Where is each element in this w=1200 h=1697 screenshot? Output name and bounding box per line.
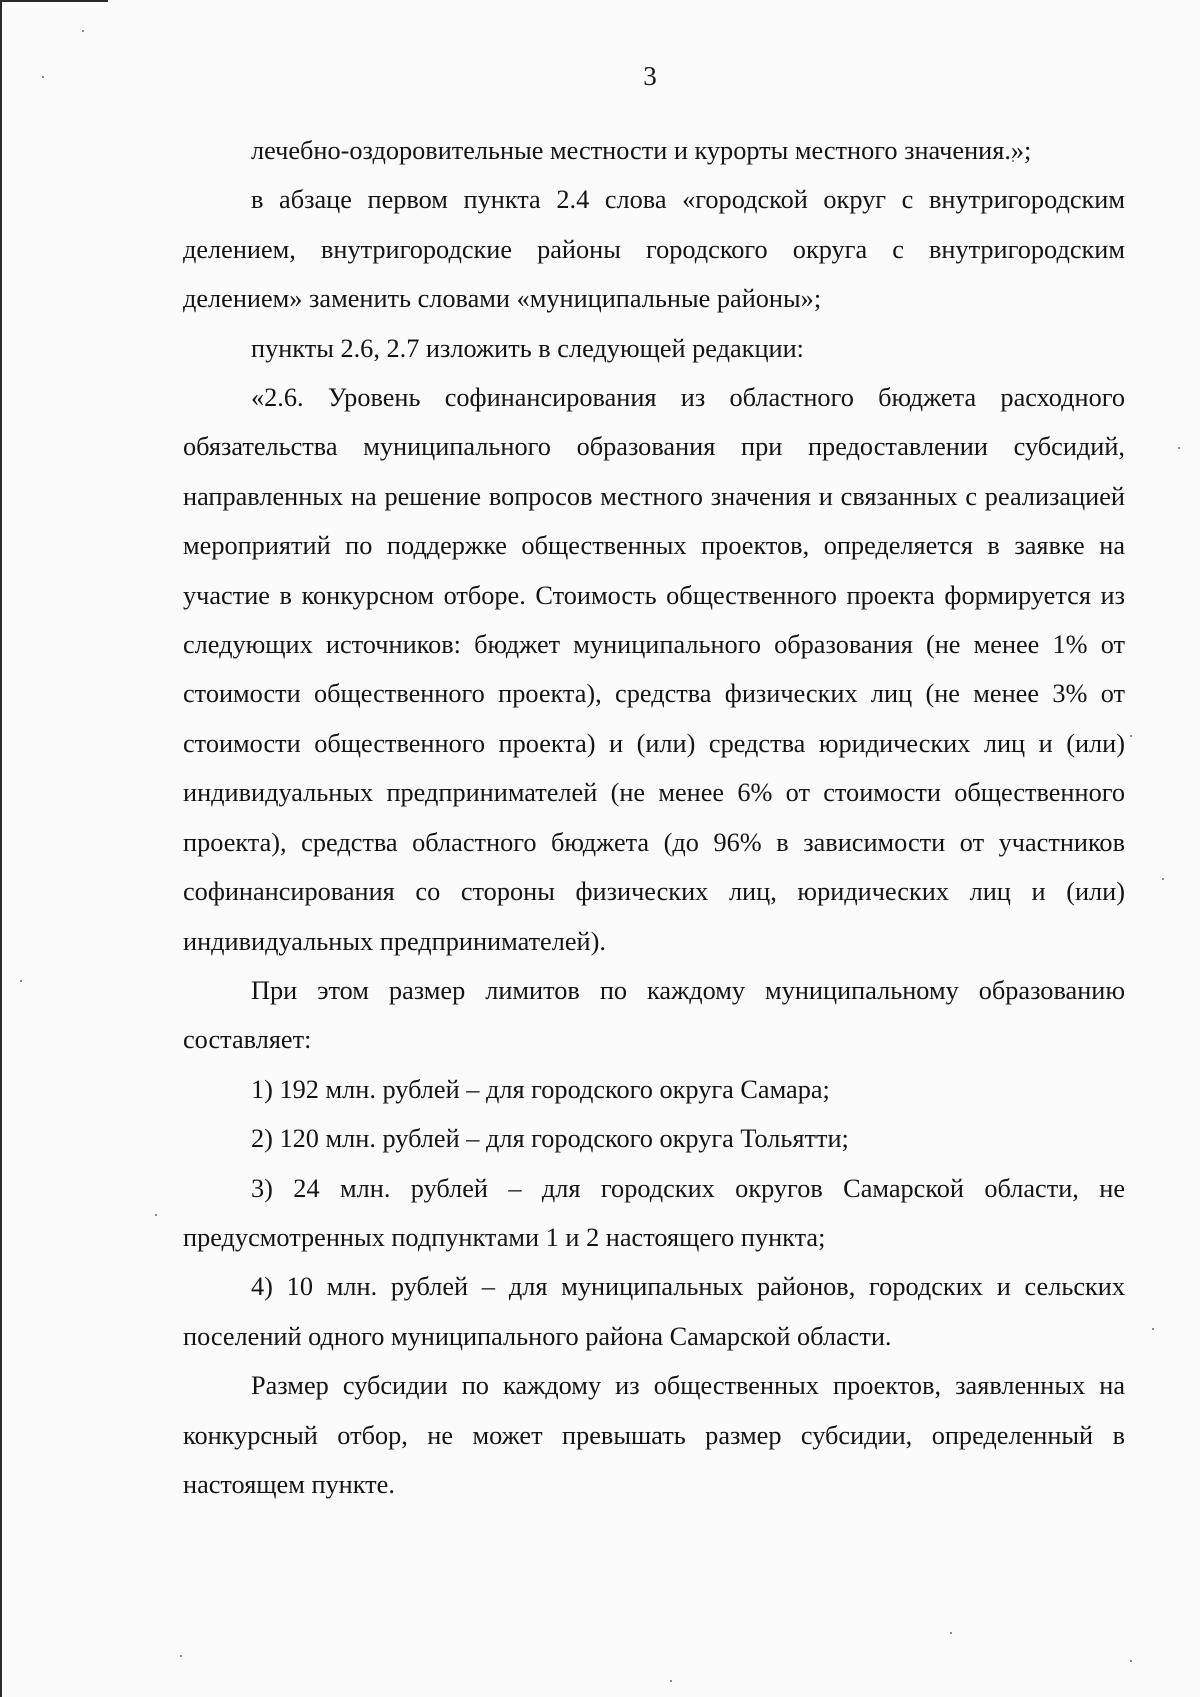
- page-number: 3: [643, 61, 657, 91]
- scan-speck: [1130, 735, 1132, 737]
- scan-speck: [1130, 1660, 1132, 1662]
- scan-speck: [1162, 878, 1164, 880]
- paragraph-continuation: лечебно-оздоровительные местности и курорты местного значения.»;: [251, 136, 1032, 165]
- paragraph-amendment-2-4: в абзаце первом пункта 2.4 слова «городской округ с внутригородским делением, внутригородские районы городского округа с внутригородским делением» заменить словами «муниципальные районы»;: [183, 185, 1125, 314]
- scan-speck: [1152, 1328, 1154, 1330]
- document-body: [183, 126, 1125, 1509]
- paragraph-amendment-2-6-2-7: пункты 2.6, 2.7 изложить в следующей редакции:: [251, 333, 804, 363]
- scan-speck: [180, 1655, 182, 1657]
- list-item-2: 2) 120 млн. рублей – для городского округа Тольятти;: [251, 1124, 849, 1154]
- list-item-1: 1) 192 млн. рублей – для городского округа Самара;: [251, 1074, 830, 1104]
- paragraph-subsidy-size: Размер субсидии по каждому из общественных проектов, заявленных на конкурсный отбор, не может превышать размер субсидии, определенный в настоящем пункте.: [183, 1371, 1125, 1499]
- list-item-4: 4) 10 млн. рублей – для муниципальных районов, городских и сельских поселений одного муниципального района Самарской области.: [183, 1272, 1125, 1351]
- scan-speck: [20, 980, 22, 982]
- scan-speck: [950, 1632, 952, 1634]
- scan-top-line: [0, 0, 108, 2]
- scan-speck: [1178, 447, 1180, 449]
- scan-speck: [670, 1680, 672, 1682]
- list-item-3: 3) 24 млн. рублей – для городских округов Самарской области, не предусмотренных подпунктами 1 и 2 настоящего пункта;: [183, 1173, 1125, 1252]
- scan-speck: [82, 30, 84, 32]
- paragraph-limits-intro: При этом размер лимитов по каждому муниципальному образованию составляет:: [183, 975, 1125, 1055]
- scan-speck: [155, 1214, 157, 1216]
- scan-edge-line: [0, 0, 2, 1697]
- paragraph-clause-2-6: «2.6. Уровень софинансирования из областного бюджета расходного обязательства муниципального образования при предоставлении субсидий, направленных на решение вопросов местного значения и связанных с реализацией мероприятий по поддержке общественных проектов, определяется в заявке на участие в конкурсном отборе. Стоимость общественного проекта формируется из следующих источников: бюджет муниципального образования (не менее 1% от стоимости общественного проекта), средства физических лиц (не менее 3% от стоимости общественного проекта) и (или) средства юридических лиц и (или) индивидуальных предпринимателей (не менее 6% от стоимости общественного проекта), средства областного бюджета (до 96% в зависимости от участников софинансирования со стороны физических лиц, юридических лиц и (или) индивидуальных предпринимателей).: [183, 383, 1125, 956]
